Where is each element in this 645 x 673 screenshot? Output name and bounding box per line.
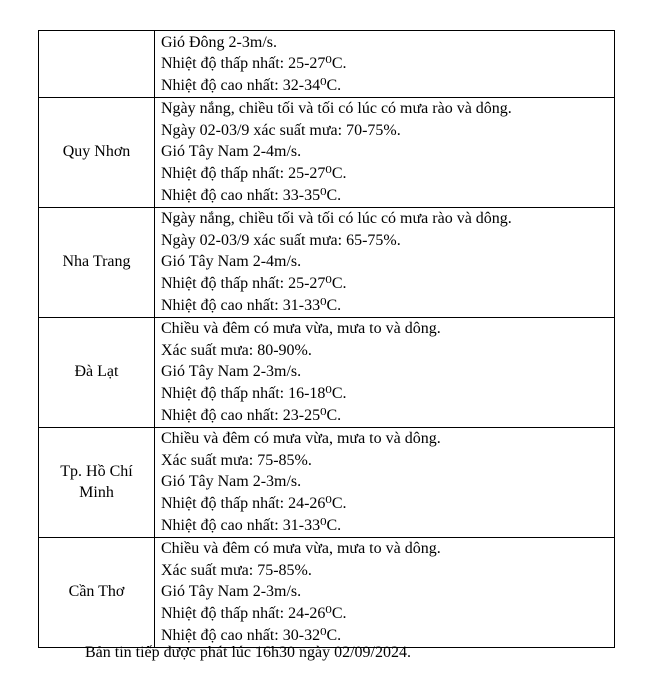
table-row-da-lat <box>39 317 615 427</box>
city-name-cell: Đà Lạt <box>39 317 155 427</box>
forecast-line: Nhiệt độ thấp nhất: 24-26⁰C. <box>161 494 347 512</box>
forecast-line: Nhiệt độ thấp nhất: 25-27⁰C. <box>161 165 347 183</box>
forecast-line: Nhiệt độ cao nhất: 32-34⁰C. <box>161 76 342 94</box>
forecast-line: Nhiệt độ thấp nhất: 25-27⁰C. <box>161 55 347 73</box>
forecast-line: Nhiệt độ thấp nhất: 16-18⁰C. <box>161 385 347 402</box>
forecast-line: Gió Tây Nam 2-4m/s. <box>161 143 302 161</box>
table-row-tp-ho-chi-minh <box>39 427 615 537</box>
city-name-cell: Tp. Hồ Chí Minh <box>39 427 155 537</box>
forecast-line: Nhiệt độ thấp nhất: 25-27⁰C. <box>161 275 347 293</box>
forecast-cell <box>155 427 615 537</box>
table-row-can-tho <box>39 537 615 647</box>
forecast-line: Ngày nắng, chiều tối và tối có lúc có mưa rào và dông. <box>161 100 512 118</box>
table-row-partial <box>39 31 615 98</box>
forecast-cell <box>155 97 615 207</box>
forecast-line: Nhiệt độ cao nhất: 33-35⁰C. <box>161 186 342 204</box>
footer-note: Bản tin tiếp được phát lúc 16h30 ngày 02/09/2024. <box>85 644 411 661</box>
forecast-cell <box>155 317 615 427</box>
forecast-line: Gió Đông 2-3m/s. <box>161 33 277 51</box>
forecast-line: Gió Tây Nam 2-3m/s. <box>161 583 302 601</box>
forecast-line: Ngày 02-03/9 xác suất mưa: 70-75%. <box>161 121 401 139</box>
forecast-cell <box>155 31 615 98</box>
weather-forecast-table <box>38 30 615 648</box>
forecast-line: Gió Tây Nam 2-3m/s. <box>161 473 302 491</box>
forecast-line: Chiều và đêm có mưa vừa, mưa to và dông. <box>161 540 441 558</box>
forecast-line: Nhiệt độ cao nhất: 31-33⁰C. <box>161 516 342 534</box>
forecast-line: Nhiệt độ thấp nhất: 24-26⁰C. <box>161 604 347 622</box>
city-name-cell: Quy Nhơn <box>39 97 155 207</box>
forecast-line: Ngày nắng, chiều tối và tối có lúc có mưa rào và dông. <box>161 210 512 228</box>
forecast-line: Xác suất mưa: 75-85%. <box>161 561 312 579</box>
city-name-cell: Cần Thơ <box>39 537 155 647</box>
forecast-line: Nhiệt độ cao nhất: 31-33⁰C. <box>161 296 342 314</box>
table-row-nha-trang <box>39 207 615 317</box>
forecast-line: Ngày 02-03/9 xác suất mưa: 65-75%. <box>161 231 401 249</box>
forecast-line: Xác suất mưa: 80-90%. <box>161 341 312 359</box>
forecast-line: Nhiệt độ cao nhất: 30-32⁰C. <box>161 626 342 644</box>
forecast-line: Gió Tây Nam 2-3m/s. <box>161 363 302 381</box>
forecast-line: Chiều và đêm có mưa vừa, mưa to và dông. <box>161 320 441 338</box>
forecast-cell <box>155 537 615 647</box>
forecast-line: Chiều và đêm có mưa vừa, mưa to và dông. <box>161 430 441 448</box>
city-name-cell: Nha Trang <box>39 207 155 317</box>
table-row-quy-nhon <box>39 97 615 207</box>
forecast-line: Xác suất mưa: 75-85%. <box>161 451 312 469</box>
city-name-cell <box>39 31 155 98</box>
forecast-line: Nhiệt độ cao nhất: 23-25⁰C. <box>161 406 342 424</box>
forecast-line: Gió Tây Nam 2-4m/s. <box>161 253 302 271</box>
forecast-cell <box>155 207 615 317</box>
